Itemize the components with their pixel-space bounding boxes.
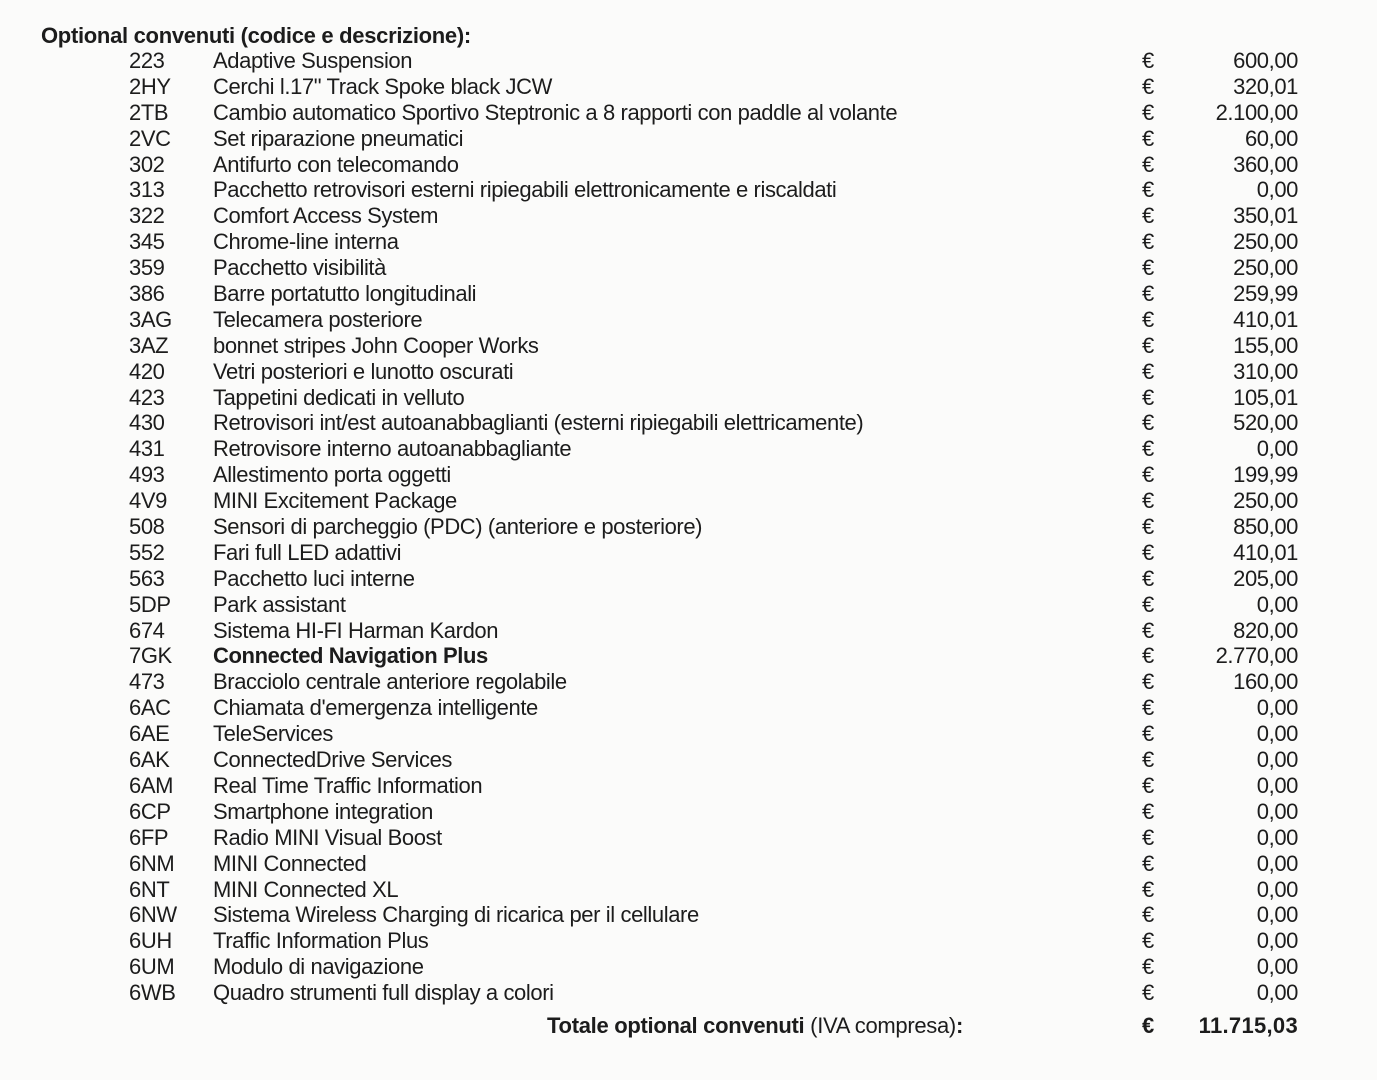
- item-currency: €: [1142, 332, 1154, 358]
- item-currency: €: [1142, 643, 1154, 669]
- item-description: Pacchetto visibilità: [213, 255, 386, 281]
- item-amount: 250,00: [1233, 488, 1298, 514]
- item-description: Bracciolo centrale anteriore regolabile: [213, 669, 567, 695]
- item-currency: €: [1142, 954, 1154, 980]
- item-description: Telecamera posteriore: [213, 306, 423, 332]
- item-amount: 410,01: [1233, 306, 1298, 332]
- item-row-6cp: [0, 799, 1377, 825]
- item-row-4v9: [0, 488, 1377, 514]
- item-code: 6FP: [129, 824, 169, 850]
- item-description: Real Time Traffic Information: [213, 772, 483, 798]
- item-amount: 0,00: [1256, 772, 1298, 798]
- item-code: 6NW: [129, 902, 177, 928]
- item-row-552: [0, 540, 1377, 566]
- item-code: 6NM: [129, 850, 175, 876]
- item-row-431: [0, 436, 1377, 462]
- item-row-473: [0, 669, 1377, 695]
- item-description: Retrovisori int/est autoanabbaglianti (esterni ripiegabili elettricamente): [213, 410, 864, 436]
- item-code: 423: [129, 384, 165, 410]
- item-code: 563: [129, 565, 165, 591]
- item-amount: 350,01: [1233, 203, 1298, 229]
- item-row-223: [0, 48, 1377, 74]
- item-currency: €: [1142, 591, 1154, 617]
- item-amount: 199,99: [1233, 462, 1298, 488]
- item-amount: 105,01: [1233, 384, 1298, 410]
- item-row-6fp: [0, 825, 1377, 851]
- item-amount: 250,00: [1233, 255, 1298, 281]
- item-row-3az: [0, 333, 1377, 359]
- item-row-5dp: [0, 592, 1377, 618]
- item-description: Connected Navigation Plus: [213, 643, 488, 669]
- item-row-386: [0, 281, 1377, 307]
- item-code: 6NT: [129, 876, 170, 902]
- item-amount: 0,00: [1256, 695, 1298, 721]
- item-row-302: [0, 152, 1377, 178]
- item-currency: €: [1142, 539, 1154, 565]
- item-code: 6AM: [129, 772, 174, 798]
- item-row-2hy: [0, 74, 1377, 100]
- item-amount: 60,00: [1244, 125, 1298, 151]
- item-row-6wb: [0, 980, 1377, 1006]
- item-description: Chiamata d'emergenza intelligente: [213, 695, 538, 721]
- item-row-345: [0, 229, 1377, 255]
- item-amount: 259,99: [1233, 281, 1298, 307]
- item-amount: 0,00: [1256, 954, 1298, 980]
- item-row-423: [0, 385, 1377, 411]
- item-currency: €: [1142, 177, 1154, 203]
- item-code: 6AC: [129, 695, 171, 721]
- item-description: Tappetini dedicati in velluto: [213, 384, 465, 410]
- item-code: 223: [129, 48, 165, 73]
- total-amount: 11.715,03: [1198, 1013, 1298, 1038]
- item-description: Comfort Access System: [213, 203, 439, 229]
- item-currency: €: [1142, 669, 1154, 695]
- item-description: MINI Connected: [213, 850, 367, 876]
- item-amount: 205,00: [1233, 565, 1298, 591]
- item-amount: 0,00: [1256, 747, 1298, 773]
- item-description: Traffic Information Plus: [213, 928, 429, 954]
- item-code: 3AZ: [129, 332, 169, 358]
- item-description: Fari full LED adattivi: [213, 539, 402, 565]
- item-code: 2TB: [129, 99, 169, 125]
- item-currency: €: [1142, 928, 1154, 954]
- item-currency: €: [1142, 48, 1154, 73]
- item-amount: 0,00: [1256, 721, 1298, 747]
- item-currency: €: [1142, 772, 1154, 798]
- item-code: 674: [129, 617, 165, 643]
- item-currency: €: [1142, 824, 1154, 850]
- item-code: 508: [129, 514, 165, 540]
- item-description: Allestimento porta oggetti: [213, 462, 451, 488]
- item-amount: 0,00: [1256, 876, 1298, 902]
- item-row-2tb: [0, 100, 1377, 126]
- item-code: 7GK: [129, 643, 172, 669]
- item-description: Sistema HI-FI Harman Kardon: [213, 617, 499, 643]
- item-code: 6UM: [129, 954, 175, 980]
- item-amount: 0,00: [1256, 436, 1298, 462]
- item-amount: 850,00: [1233, 514, 1298, 540]
- item-currency: €: [1142, 255, 1154, 281]
- item-description: Sistema Wireless Charging di ricarica per il cellulare: [213, 902, 699, 928]
- item-currency: €: [1142, 151, 1154, 177]
- item-amount: 2.770,00: [1215, 643, 1298, 669]
- total-note: (IVA compresa): [804, 1013, 956, 1038]
- item-currency: €: [1142, 410, 1154, 436]
- item-description: Antifurto con telecomando: [213, 151, 459, 177]
- item-amount: 410,01: [1233, 539, 1298, 565]
- item-description: Chrome-line interna: [213, 229, 399, 255]
- item-description: Pacchetto luci interne: [213, 565, 415, 591]
- total-currency: €: [1142, 1013, 1155, 1038]
- item-row-6ae: [0, 721, 1377, 747]
- item-row-430: [0, 410, 1377, 436]
- item-description: MINI Excitement Package: [213, 488, 457, 514]
- item-currency: €: [1142, 358, 1154, 384]
- item-description: Set riparazione pneumatici: [213, 125, 464, 151]
- item-description: Retrovisore interno autoanabbagliante: [213, 436, 572, 462]
- item-code: 6AE: [129, 721, 170, 747]
- item-description: ConnectedDrive Services: [213, 747, 453, 773]
- optional-items-list: [0, 48, 1377, 1006]
- item-description: Vetri posteriori e lunotto oscurati: [213, 358, 514, 384]
- item-amount: 0,00: [1256, 798, 1298, 824]
- item-amount: 155,00: [1233, 332, 1298, 358]
- total-label-group: [547, 1011, 963, 1041]
- item-currency: €: [1142, 229, 1154, 255]
- item-row-2vc: [0, 126, 1377, 152]
- item-amount: 2.100,00: [1215, 99, 1298, 125]
- item-row-6nw: [0, 902, 1377, 928]
- item-currency: €: [1142, 203, 1154, 229]
- item-currency: €: [1142, 436, 1154, 462]
- item-description: Radio MINI Visual Boost: [213, 824, 442, 850]
- item-amount: 0,00: [1256, 902, 1298, 928]
- item-description: Smartphone integration: [213, 798, 433, 824]
- item-amount: 0,00: [1256, 980, 1298, 1006]
- item-currency: €: [1142, 798, 1154, 824]
- section-heading: Optional convenuti (codice e descrizione):: [41, 23, 471, 48]
- item-amount: 320,01: [1233, 73, 1298, 99]
- item-row-3ag: [0, 307, 1377, 333]
- item-currency: €: [1142, 514, 1154, 540]
- item-description: Sensori di parcheggio (PDC) (anteriore e posteriore): [213, 514, 703, 540]
- total-label: Totale optional convenuti: [547, 1013, 805, 1038]
- total-row: [0, 1011, 1377, 1041]
- item-row-6ac: [0, 695, 1377, 721]
- item-row-6nt: [0, 877, 1377, 903]
- item-currency: €: [1142, 695, 1154, 721]
- item-currency: €: [1142, 721, 1154, 747]
- item-amount: 0,00: [1256, 591, 1298, 617]
- item-row-6nm: [0, 851, 1377, 877]
- item-row-674: [0, 618, 1377, 644]
- item-code: 6AK: [129, 747, 170, 773]
- item-code: 359: [129, 255, 165, 281]
- item-currency: €: [1142, 462, 1154, 488]
- item-amount: 160,00: [1233, 669, 1298, 695]
- item-description: Pacchetto retrovisori esterni ripiegabili elettronicamente e riscaldati: [213, 177, 837, 203]
- item-row-6um: [0, 954, 1377, 980]
- item-row-322: [0, 203, 1377, 229]
- item-currency: €: [1142, 73, 1154, 99]
- item-code: 6CP: [129, 798, 171, 824]
- item-code: 302: [129, 151, 165, 177]
- item-code: 5DP: [129, 591, 171, 617]
- item-code: 430: [129, 410, 165, 436]
- item-amount: 0,00: [1256, 177, 1298, 203]
- item-row-359: [0, 255, 1377, 281]
- item-currency: €: [1142, 125, 1154, 151]
- item-currency: €: [1142, 565, 1154, 591]
- item-row-7gk: [0, 643, 1377, 669]
- item-description: MINI Connected XL: [213, 876, 399, 902]
- item-description: Adaptive Suspension: [213, 48, 413, 73]
- item-code: 386: [129, 281, 165, 307]
- item-code: 345: [129, 229, 165, 255]
- item-currency: €: [1142, 617, 1154, 643]
- item-code: 322: [129, 203, 165, 229]
- item-description: Cambio automatico Sportivo Steptronic a 8 rapporti con paddle al volante: [213, 99, 898, 125]
- item-description: bonnet stripes John Cooper Works: [213, 332, 539, 358]
- item-code: 3AG: [129, 306, 172, 332]
- item-currency: €: [1142, 306, 1154, 332]
- item-row-563: [0, 566, 1377, 592]
- item-code: 2HY: [129, 73, 171, 99]
- item-amount: 0,00: [1256, 928, 1298, 954]
- item-currency: €: [1142, 99, 1154, 125]
- item-currency: €: [1142, 281, 1154, 307]
- item-amount: 520,00: [1233, 410, 1298, 436]
- item-amount: 0,00: [1256, 850, 1298, 876]
- item-code: 6UH: [129, 928, 172, 954]
- item-code: 6WB: [129, 980, 176, 1006]
- item-description: Quadro strumenti full display a colori: [213, 980, 554, 1006]
- item-amount: 250,00: [1233, 229, 1298, 255]
- item-currency: €: [1142, 384, 1154, 410]
- item-code: 493: [129, 462, 165, 488]
- item-currency: €: [1142, 980, 1154, 1006]
- item-row-6ak: [0, 747, 1377, 773]
- item-code: 431: [129, 436, 165, 462]
- item-currency: €: [1142, 488, 1154, 514]
- item-row-6uh: [0, 928, 1377, 954]
- item-row-493: [0, 462, 1377, 488]
- item-currency: €: [1142, 747, 1154, 773]
- item-currency: €: [1142, 850, 1154, 876]
- item-description: Barre portatutto longitudinali: [213, 281, 477, 307]
- item-amount: 360,00: [1233, 151, 1298, 177]
- item-currency: €: [1142, 876, 1154, 902]
- item-code: 2VC: [129, 125, 171, 151]
- item-code: 552: [129, 539, 165, 565]
- item-row-420: [0, 359, 1377, 385]
- item-code: 313: [129, 177, 165, 203]
- item-description: TeleServices: [213, 721, 333, 747]
- item-row-508: [0, 514, 1377, 540]
- item-amount: 310,00: [1233, 358, 1298, 384]
- item-row-6am: [0, 773, 1377, 799]
- item-row-313: [0, 177, 1377, 203]
- item-code: 4V9: [129, 488, 167, 514]
- item-amount: 600,00: [1233, 48, 1298, 73]
- item-description: Park assistant: [213, 591, 346, 617]
- item-currency: €: [1142, 902, 1154, 928]
- item-description: Cerchi l.17" Track Spoke black JCW: [213, 73, 552, 99]
- total-colon: :: [955, 1013, 963, 1038]
- item-code: 473: [129, 669, 165, 695]
- item-code: 420: [129, 358, 165, 384]
- item-amount: 820,00: [1233, 617, 1298, 643]
- item-description: Modulo di navigazione: [213, 954, 424, 980]
- item-amount: 0,00: [1256, 824, 1298, 850]
